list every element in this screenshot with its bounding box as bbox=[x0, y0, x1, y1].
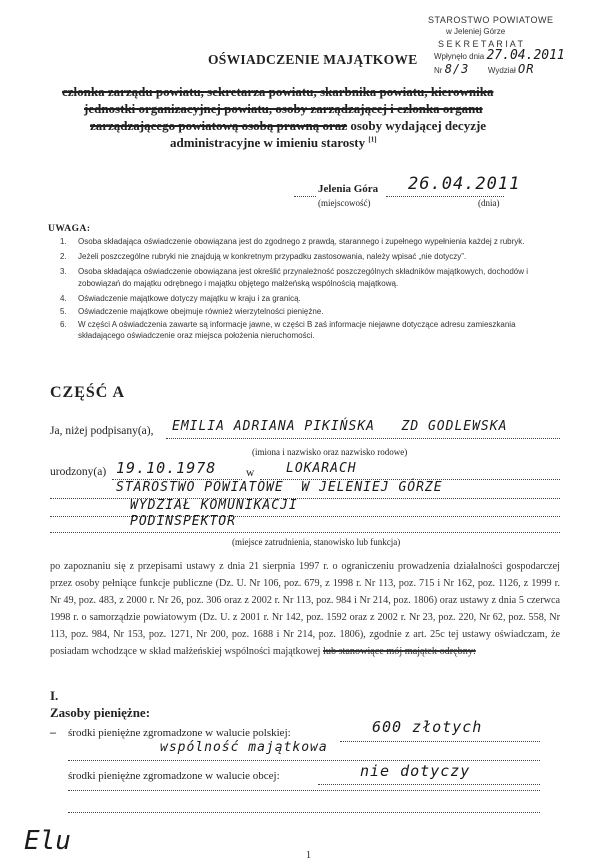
born-date: 19.10.1978 bbox=[116, 459, 217, 477]
stamp-dept-label: Wydział bbox=[487, 66, 516, 75]
workplace-line-2: WYDZIAŁ KOMUNIKACJI bbox=[130, 498, 298, 513]
list-dash: – bbox=[50, 725, 56, 739]
note-item: 1. Osoba składająca oświadczenie obowiązana jest do zgodnego z prawdą, starannego i zupełnego wypełnienia każdej z rubryk. bbox=[60, 237, 525, 246]
date-caption: (dnia) bbox=[478, 198, 500, 208]
stamp-line-city: w Jeleniej Górze bbox=[446, 27, 506, 36]
notes-heading: UWAGA: bbox=[48, 224, 91, 234]
date-value: 26.04.2011 bbox=[408, 174, 521, 194]
section-number: I. bbox=[50, 688, 59, 703]
workplace-line-3: PODINSPEKTOR bbox=[130, 514, 236, 529]
place-label: Jelenia Góra bbox=[318, 183, 379, 195]
initials-signature: Elu bbox=[24, 826, 71, 856]
page-number: 1 bbox=[306, 850, 311, 861]
stamp-number-value: 8/3 bbox=[444, 62, 470, 76]
registry-stamp bbox=[428, 14, 578, 77]
footnote-mark: [1] bbox=[368, 135, 377, 144]
names-caption: (imiona i nazwisko oraz nazwisko rodowe) bbox=[252, 447, 408, 457]
stamp-line-secretariat: S E K R E T A R I A T bbox=[438, 39, 524, 49]
signer-label: Ja, niżej podpisany(a), bbox=[50, 425, 154, 437]
pln-funds-label: środki pieniężne zgromadzone w walucie polskiej: bbox=[68, 727, 291, 739]
pln-funds-value: 600 złotych bbox=[372, 718, 483, 736]
place-caption: (miejscowość) bbox=[318, 198, 371, 208]
header-struck-line-1: członka zarządu powiatu, sekretarza powiatu, skarbnika powiatu, kierownika bbox=[62, 84, 494, 99]
born-in-label: w bbox=[246, 467, 255, 479]
note-item: 5. Oświadczenie majątkowe obejmuje również wierzytelności pieniężne. bbox=[60, 307, 324, 317]
born-place: LOKARACH bbox=[286, 461, 357, 476]
workplace-line-1: STAROSTWO POWIATOWE W JELENIEJ GÓRZE bbox=[116, 480, 443, 495]
header-line-4: administracyjne w imieniu starosty bbox=[170, 135, 366, 150]
born-label: urodzony(a) bbox=[50, 466, 107, 478]
header-struck-line-3: zarządzającego powiatową osobą prawną oraz bbox=[90, 118, 348, 133]
header-struck-line-2: jednostki organizacyjnej powiatu, osoby zarządzającej i członka organu bbox=[84, 101, 483, 116]
notes-list bbox=[60, 236, 555, 342]
legal-text: po zapoznaniu się z przepisami ustawy z dnia 21 sierpnia 1997 r. o ograniczeniu prowadzenia działalności gospodarczej przez osoby pełniące funkcje publiczne (Dz. U. Nr 106, poz. 679, z 1998 r. Nr 113, poz. 715 i Nr 162, poz. 1126, z 1999 r. Nr 49, poz. 483, z 2000 r. Nr 26, poz. 306 oraz z 2002 r. Nr 113, poz. 984 i Nr 214, poz. 1806) oraz ustawy z dnia 5 czerwca 1998 r. o samorządzie powiatowym (Dz. U. z 2001 r. Nr 142, poz. 1592 oraz z 2002 r. Nr 23, poz. 220, Nr 62, poz. 558, Nr 113, poz. 984, Nr 153, poz. 1271, Nr 200, poz. 1688 i Nr 214, poz. 1806), zgodnie z art. 25c tej ustawy oświadczam, że posiadam wchodzące w skład małżeńskiej wspólności majątkowej lub stanowiące mój majątek odrębny: bbox=[50, 561, 560, 657]
signer-name: EMILIA ADRIANA PIKIŃSKA ZD GODLEWSKA bbox=[172, 419, 508, 434]
note-item: 3. Osoba składająca oświadczenie obowiązana jest określić przynależność poszczególnych składników majątkowych, dochodów i zobowiązań do majątku odrębnego i majątku objętego małżeńską wspólnością majątkową. bbox=[60, 267, 529, 288]
pln-funds-note: wspólność majątkowa bbox=[160, 740, 328, 755]
fx-funds-label: środki pieniężne zgromadzone w walucie obcej: bbox=[68, 770, 280, 782]
note-item: 2. Jeżeli poszczególne rubryki nie znajdują w konkretnym przypadku zastosowania, należy wpisać „nie dotyczy”. bbox=[60, 252, 467, 262]
stamp-line-office: STAROSTWO POWIATOWE bbox=[428, 15, 554, 25]
header-line-3-rest: osoby wydającej decyzje bbox=[350, 118, 487, 133]
stamp-received-date: 27.04.2011 bbox=[486, 48, 565, 63]
note-item: 6. W części A oświadczenia zawarte są informacje jawne, w części B zaś informacje niejawne dotyczące adresu zamieszkania składającego oświadczenie oraz miejsca położenia nieruchomości. bbox=[60, 320, 516, 341]
note-item: 4. Oświadczenie majątkowe dotyczy majątku w kraju i za granicą. bbox=[60, 293, 301, 303]
document-title: OŚWIADCZENIE MAJĄTKOWE bbox=[208, 52, 418, 67]
stamp-dept-value: OR bbox=[518, 62, 535, 76]
legal-text-struck: lub stanowiące mój majątek odrębny: bbox=[323, 646, 476, 657]
stamp-received-label: Wpłynęło dnia bbox=[434, 52, 485, 61]
stamp-number-label: Nr bbox=[434, 66, 443, 75]
section-heading: Zasoby pieniężne: bbox=[50, 705, 151, 720]
part-a-heading: CZĘŚĆ A bbox=[50, 384, 126, 401]
fx-funds-value: nie dotyczy bbox=[360, 762, 471, 780]
job-caption: (miejsce zatrudnienia, stanowisko lub funkcja) bbox=[232, 537, 401, 547]
